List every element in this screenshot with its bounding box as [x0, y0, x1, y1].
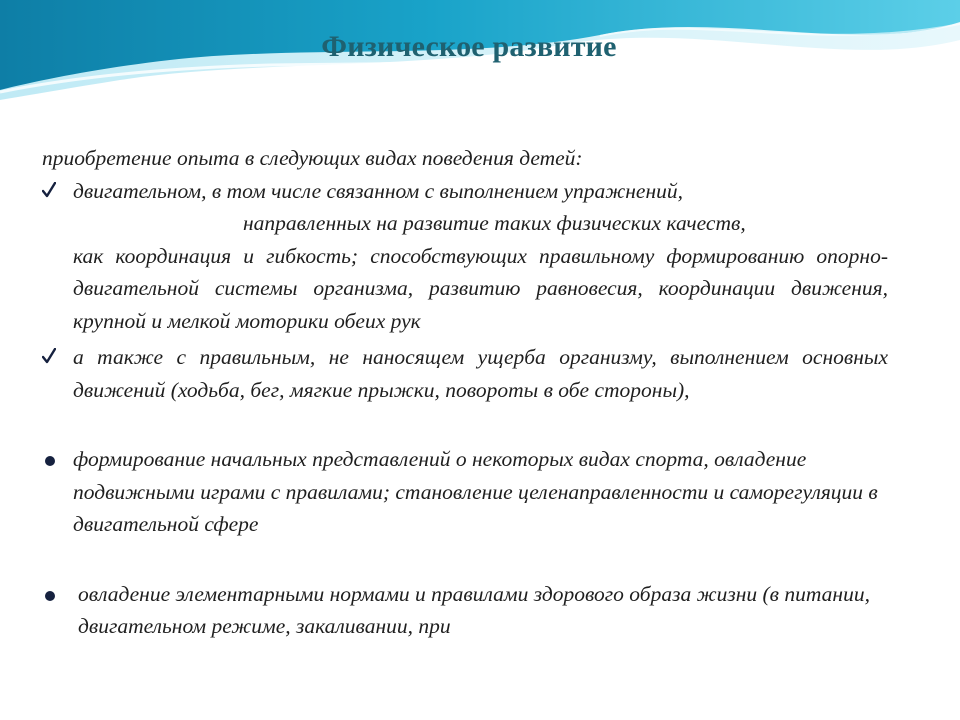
bullet-list-item-sports	[42, 443, 888, 541]
bullet-item-text: овладение элементарными нормами и правилами здорового образа жизни (в питании, двигательном режиме, закаливании, при	[78, 581, 870, 638]
bullet-dot-icon	[45, 591, 55, 601]
check-item-rest: как координация и гибкость; способствующих правильному формированию опорно-двигательной системы организма, развитию равновесия, координации движения, крупной и мелкой моторики обеих рук	[73, 243, 888, 333]
intro-text: приобретение опыта в следующих видах поведения детей:	[42, 146, 583, 170]
checkmark-icon	[42, 348, 56, 364]
check-list-item-movements	[42, 341, 888, 406]
check-item-text: а также с правильным, не наносящем ущерба организму, выполнением основных движений (ходьба, бег, мягкие прыжки, повороты в обе стороны),	[73, 345, 888, 402]
bullet-item-text: формирование начальных представлений о некоторых видах спорта, овладение подвижными играми с правилами; становление целенаправленности и саморегуляции в двигательной сфере	[73, 447, 878, 536]
check-item-line-1: двигательном, в том числе связанном с выполнением упражнений,	[73, 178, 683, 203]
checkmark-icon	[42, 182, 56, 198]
slide-title: Физическое развитие	[321, 30, 617, 63]
bullet-list-item-health	[42, 578, 888, 643]
slide-body	[42, 142, 888, 643]
check-list-item-motor	[42, 175, 888, 338]
check-item-line-2: направленных на развитие таких физических качеств,	[243, 211, 746, 235]
bullet-dot-icon	[45, 456, 55, 466]
